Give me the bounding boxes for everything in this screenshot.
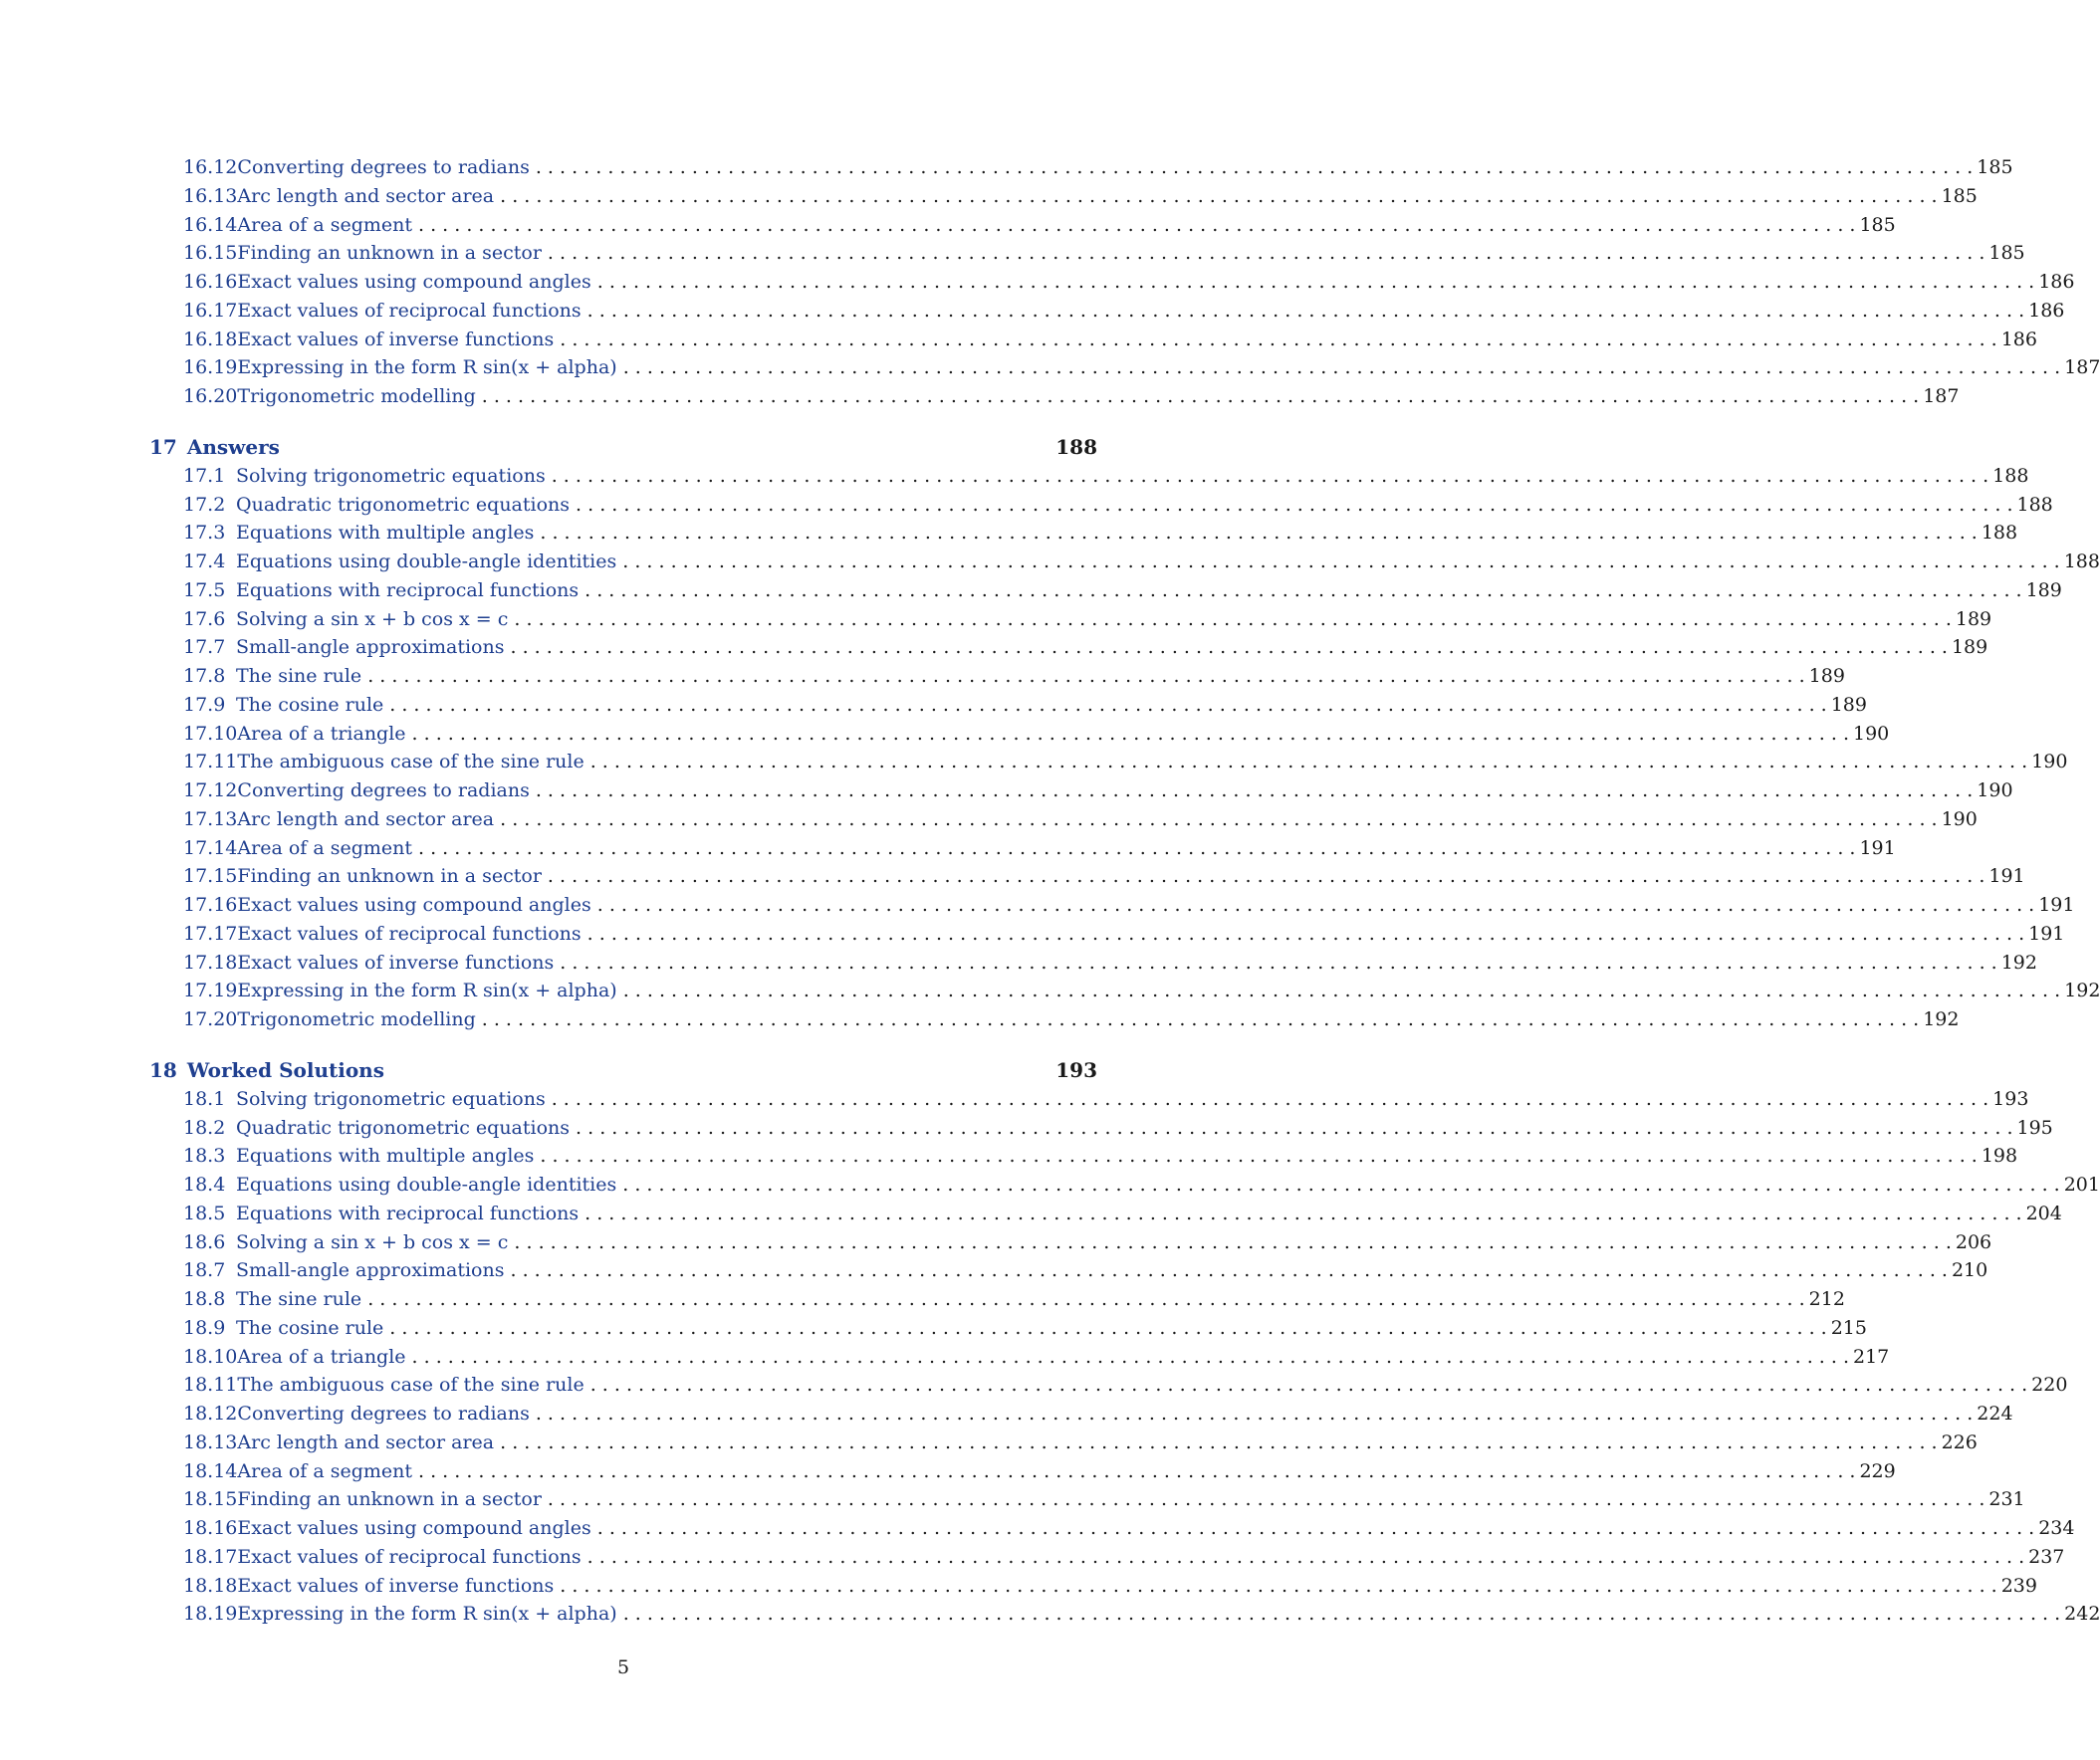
dot-leader: . . . . . . . . . . . . . . . . . . . . . . . . . . . . . . . . . . . . . . . . . . . . . . . . . . . . . . . . . . . . . . . . . . . . . . . . . . . . . . . . . . . . . . . . . . . . . . . . . . . . . . . . . . . . . . . . . . . . . . . .	[547, 1488, 1985, 1511]
entry-number: 16.19	[183, 356, 238, 379]
toc-entry-link[interactable]	[149, 748, 2068, 776]
dot-leader: . . . . . . . . . . . . . . . . . . . . . . . . . . . . . . . . . . . . . . . . . . . . . . . . . . . . . . . . . . . . . . . . . . . . . . . . . . . . . . . . . . . . . . . . . . . . . . . . . . . . . . . . . . . . . . . . . . . . . . . .	[500, 807, 1938, 830]
entry-page-number: 187	[1923, 385, 1960, 407]
entry-title: The cosine rule	[236, 693, 384, 716]
entry-title: Area of a triangle	[237, 722, 406, 745]
entry-title: Exact values of reciprocal functions	[237, 1545, 582, 1568]
dot-leader: . . . . . . . . . . . . . . . . . . . . . . . . . . . . . . . . . . . . . . . . . . . . . . . . . . . . . . . . . . . . . . . . . . . . . . . . . . . . . . . . . . . . . . . . . . . . . . . . . . . . . . . . . . . . . . . . . . . . . . . .	[500, 184, 1938, 207]
entry-title: Expressing in the form R sin(x + alpha)	[237, 1603, 617, 1626]
entry-title: Equations using double-angle identities	[236, 1174, 617, 1196]
entry-title: Exact values of reciprocal functions	[237, 299, 582, 322]
dot-leader: . . . . . . . . . . . . . . . . . . . . . . . . . . . . . . . . . . . . . . . . . . . . . . . . . . . . . . . . . . . . . . . . . . . . . . . . . . . . . . . . . . . . . . . . . . . . . . . . . . . . . . . . . . . . . . . . . . . . . . . .	[418, 213, 1856, 236]
entry-page-number: 191	[2038, 894, 2075, 916]
chapter-number: 17	[149, 434, 177, 459]
entry-number: 17.15	[183, 865, 238, 888]
entry-page-number: 185	[1988, 242, 2025, 265]
entry-page-number: 224	[1977, 1403, 2013, 1425]
toc-entry-link[interactable]	[149, 1429, 1978, 1457]
entry-title: Exact values using compound angles	[237, 1517, 591, 1539]
entry-page-number: 192	[2064, 980, 2100, 1002]
entry-number: 18.19	[183, 1603, 238, 1626]
entry-number: 17.12	[183, 779, 238, 801]
toc-entry-link[interactable]	[149, 662, 1845, 691]
entry-number: 17.4	[183, 550, 226, 572]
dot-leader: . . . . . . . . . . . . . . . . . . . . . . . . . . . . . . . . . . . . . . . . . . . . . . . . . . . . . . . . . . . . . . . . . . . . . . . . . . . . . . . . . . . . . . . . . . . . . . . . . . . . . . . . . . . . . . . . . . . . . . . .	[500, 1430, 1938, 1453]
toc-entry-link[interactable]	[149, 691, 1867, 720]
entry-title: Small-angle approximations	[236, 636, 505, 659]
entry-page-number: 226	[1941, 1430, 1978, 1453]
entry-page-number: 188	[1981, 522, 2018, 545]
entry-number: 18.10	[183, 1345, 238, 1368]
dot-leader: . . . . . . . . . . . . . . . . . . . . . . . . . . . . . . . . . . . . . . . . . . . . . . . . . . . . . . . . . . . . . . . . . . . . . . . . . . . . . . . . . . . . . . . . . . . . . . . . . . . . . . . . . . . . . . . . . . . . . . . .	[576, 493, 2013, 516]
toc-entry-link[interactable]	[149, 548, 2100, 576]
entry-title: Exact values using compound angles	[237, 894, 591, 916]
toc-entry-link[interactable]	[149, 1228, 1992, 1257]
dot-leader: . . . . . . . . . . . . . . . . . . . . . . . . . . . . . . . . . . . . . . . . . . . . . . . . . . . . . . . . . . . . . . . . . . . . . . . . . . . . . . . . . . . . . . . . . . . . . . . . . . . . . . . . . . . . . . . . . . . . . . . .	[367, 1288, 1805, 1310]
entry-page-number: 188	[2016, 493, 2053, 516]
toc-entry-link[interactable]	[149, 326, 2037, 354]
toc-entry-link[interactable]	[149, 211, 1896, 240]
entry-page-number: 185	[1859, 213, 1896, 236]
entry-title: Arc length and sector area	[237, 184, 495, 207]
entry-number: 18.6	[183, 1230, 226, 1253]
toc-entry-link[interactable]	[149, 462, 2029, 491]
chapter-title-text: Worked Solutions	[186, 1057, 384, 1082]
entry-number: 18.4	[183, 1174, 226, 1196]
entry-title: Area of a segment	[237, 213, 412, 236]
toc-entry-link[interactable]	[149, 1256, 1988, 1285]
entry-number: 17.5	[183, 578, 226, 601]
entry-title: Small-angle approximations	[236, 1259, 505, 1282]
dot-leader: . . . . . . . . . . . . . . . . . . . . . . . . . . . . . . . . . . . . . . . . . . . . . . . . . . . . . . . . . . . . . . . . . . . . . . . . . . . . . . . . . . . . . . . . . . . . . . . . . . . . . . . . . . . . . . . . . . . . . . . .	[389, 1316, 1827, 1339]
toc-entry-link[interactable]	[149, 1400, 2013, 1429]
dot-leader: . . . . . . . . . . . . . . . . . . . . . . . . . . . . . . . . . . . . . . . . . . . . . . . . . . . . . . . . . . . . . . . . . . . . . . . . . . . . . . . . . . . . . . . . . . . . . . . . . . . . . . . . . . . . . . . . . . . . . . . .	[622, 1174, 2060, 1196]
dot-leader: . . . . . . . . . . . . . . . . . . . . . . . . . . . . . . . . . . . . . . . . . . . . . . . . . . . . . . . . . . . . . . . . . . . . . . . . . . . . . . . . . . . . . . . . . . . . . . . . . . . . . . . . . . . . . . . . . . . . . . . .	[589, 751, 2028, 773]
entry-page-number: 198	[1981, 1145, 2018, 1168]
dot-leader: . . . . . . . . . . . . . . . . . . . . . . . . . . . . . . . . . . . . . . . . . . . . . . . . . . . . . . . . . . . . . . . . . . . . . . . . . . . . . . . . . . . . . . . . . . . . . . . . . . . . . . . . . . . . . . . . . . . . . . . .	[596, 894, 2035, 916]
entry-page-number: 185	[1941, 184, 1978, 207]
dot-leader: . . . . . . . . . . . . . . . . . . . . . . . . . . . . . . . . . . . . . . . . . . . . . . . . . . . . . . . . . . . . . . . . . . . . . . . . . . . . . . . . . . . . . . . . . . . . . . . . . . . . . . . . . . . . . . . . . . . . . . . .	[535, 779, 1974, 801]
entry-title: The ambiguous case of the sine rule	[237, 1374, 584, 1397]
entry-title: Expressing in the form R sin(x + alpha)	[237, 980, 617, 1002]
entry-title: Equations with reciprocal functions	[236, 578, 580, 601]
entry-number: 17.6	[183, 607, 226, 630]
dot-leader: . . . . . . . . . . . . . . . . . . . . . . . . . . . . . . . . . . . . . . . . . . . . . . . . . . . . . . . . . . . . . . . . . . . . . . . . . . . . . . . . . . . . . . . . . . . . . . . . . . . . . . . . . . . . . . . . . . . . . . . .	[622, 356, 2061, 379]
entry-page-number: 189	[1808, 665, 1845, 687]
chapter-number: 18	[149, 1057, 177, 1082]
entry-title: Exact values of inverse functions	[237, 328, 555, 350]
entry-number: 17.8	[183, 665, 226, 687]
entry-title: Equations with multiple angles	[236, 522, 535, 545]
entry-title: Equations with multiple angles	[236, 1145, 535, 1168]
entry-title: Solving a sin x + b cos x = c	[236, 1230, 509, 1253]
entry-title: Equations using double-angle identities	[236, 550, 617, 572]
dot-leader: . . . . . . . . . . . . . . . . . . . . . . . . . . . . . . . . . . . . . . . . . . . . . . . . . . . . . . . . . . . . . . . . . . . . . . . . . . . . . . . . . . . . . . . . . . . . . . . . . . . . . . . . . . . . . . . . . . . . . . . .	[596, 271, 2035, 293]
entry-title: Equations with reciprocal functions	[236, 1202, 580, 1224]
entry-number: 18.8	[183, 1288, 226, 1310]
entry-number: 17.9	[183, 693, 226, 716]
page-number: 5	[616, 1656, 630, 1678]
entry-title: Arc length and sector area	[237, 1430, 495, 1453]
toc-entry-link[interactable]	[149, 862, 2025, 891]
entry-number: 16.17	[183, 299, 238, 322]
entry-number: 17.13	[183, 807, 238, 830]
entry-number: 17.1	[183, 464, 226, 487]
entry-title: Exact values of inverse functions	[237, 951, 555, 974]
entry-page-number: 195	[2016, 1116, 2053, 1139]
toc-entry-link[interactable]	[149, 605, 1992, 634]
dot-leader: . . . . . . . . . . . . . . . . . . . . . . . . . . . . . . . . . . . . . . . . . . . . . . . . . . . . . . . . . . . . . . . . . . . . . . . . . . . . . . . . . . . . . . . . . . . . . . . . . . . . . . . . . . . . . . . . . . . . . . . .	[589, 1374, 2028, 1397]
toc-entry-link[interactable]	[149, 1142, 2018, 1171]
entry-page-number: 185	[1977, 156, 2013, 178]
chapter-title	[149, 1056, 1055, 1085]
toc-entry-link[interactable]	[149, 297, 2065, 326]
dot-leader: . . . . . . . . . . . . . . . . . . . . . . . . . . . . . . . . . . . . . . . . . . . . . . . . . . . . . . . . . . . . . . . . . . . . . . . . . . . . . . . . . . . . . . . . . . . . . . . . . . . . . . . . . . . . . . . . . . . . . . . .	[560, 328, 1997, 350]
entry-number: 18.5	[183, 1202, 226, 1224]
entry-page-number: 204	[2025, 1202, 2062, 1224]
entry-number: 18.7	[183, 1259, 226, 1282]
entry-title: Area of a segment	[237, 836, 412, 859]
entry-page-number: 191	[1988, 865, 2025, 888]
entry-title: The ambiguous case of the sine rule	[237, 751, 584, 773]
chapter-heading-link[interactable]	[149, 1056, 1097, 1085]
entry-title: Converting degrees to radians	[237, 779, 530, 801]
entry-number: 18.14	[183, 1459, 238, 1482]
dot-leader: . . . . . . . . . . . . . . . . . . . . . . . . . . . . . . . . . . . . . . . . . . . . . . . . . . . . . . . . . . . . . . . . . . . . . . . . . . . . . . . . . . . . . . . . . . . . . . . . . . . . . . . . . . . . . . . . . . . . . . . .	[367, 665, 1805, 687]
entry-number: 16.13	[183, 184, 238, 207]
toc-entry-link[interactable]	[149, 1200, 2062, 1228]
dot-leader: . . . . . . . . . . . . . . . . . . . . . . . . . . . . . . . . . . . . . . . . . . . . . . . . . . . . . . . . . . . . . . . . . . . . . . . . . . . . . . . . . . . . . . . . . . . . . . . . . . . . . . . . . . . . . . . . . . . . . . . .	[586, 922, 2025, 945]
entry-page-number: 193	[1992, 1087, 2029, 1110]
toc-entry-link[interactable]	[149, 491, 2053, 520]
dot-leader: . . . . . . . . . . . . . . . . . . . . . . . . . . . . . . . . . . . . . . . . . . . . . . . . . . . . . . . . . . . . . . . . . . . . . . . . . . . . . . . . . . . . . . . . . . . . . . . . . . . . . . . . . . . . . . . . . . . . . . . .	[622, 550, 2060, 572]
toc-section	[149, 153, 2100, 411]
entry-title: Expressing in the form R sin(x + alpha)	[237, 356, 617, 379]
entry-page-number: 186	[2028, 299, 2065, 322]
entry-page-number: 191	[2028, 922, 2065, 945]
toc-entry-link[interactable]	[149, 1314, 1867, 1343]
entry-page-number: 192	[2000, 951, 2037, 974]
toc-entry-link[interactable]	[149, 1543, 2065, 1572]
entry-title: The sine rule	[236, 1288, 362, 1310]
entry-title: Finding an unknown in a sector	[237, 242, 542, 265]
entry-number: 17.16	[183, 894, 238, 916]
dot-leader: . . . . . . . . . . . . . . . . . . . . . . . . . . . . . . . . . . . . . . . . . . . . . . . . . . . . . . . . . . . . . . . . . . . . . . . . . . . . . . . . . . . . . . . . . . . . . . . . . . . . . . . . . . . . . . . . . . . . . . . .	[418, 836, 1856, 859]
entry-page-number: 189	[1830, 693, 1867, 716]
entry-title: Solving a sin x + b cos x = c	[236, 607, 509, 630]
entry-number: 17.10	[183, 722, 238, 745]
entry-number: 18.18	[183, 1574, 238, 1597]
dot-leader: . . . . . . . . . . . . . . . . . . . . . . . . . . . . . . . . . . . . . . . . . . . . . . . . . . . . . . . . . . . . . . . . . . . . . . . . . . . . . . . . . . . . . . . . . . . . . . . . . . . . . . . . . . . . . . . . . . . . . . . .	[547, 865, 1985, 888]
toc-entry-link[interactable]	[149, 1285, 1845, 1314]
entry-title: Trigonometric modelling	[237, 1008, 476, 1030]
entry-page-number: 190	[1977, 779, 2013, 801]
entry-number: 17.7	[183, 636, 226, 659]
entry-title: The cosine rule	[236, 1316, 384, 1339]
dot-leader: . . . . . . . . . . . . . . . . . . . . . . . . . . . . . . . . . . . . . . . . . . . . . . . . . . . . . . . . . . . . . . . . . . . . . . . . . . . . . . . . . . . . . . . . . . . . . . . . . . . . . . . . . . . . . . . . . . . . . . . .	[540, 1145, 1978, 1168]
entry-page-number: 188	[2063, 550, 2100, 572]
dot-leader: . . . . . . . . . . . . . . . . . . . . . . . . . . . . . . . . . . . . . . . . . . . . . . . . . . . . . . . . . . . . . . . . . . . . . . . . . . . . . . . . . . . . . . . . . . . . . . . . . . . . . . . . . . . . . . . . . . . . . . . .	[510, 1259, 1948, 1282]
entry-page-number: 220	[2031, 1374, 2068, 1397]
entry-title: Converting degrees to radians	[237, 156, 530, 178]
entry-number: 17.3	[183, 522, 226, 545]
entry-number: 17.17	[183, 922, 238, 945]
entry-number: 16.12	[183, 156, 238, 178]
table-of-contents	[149, 153, 2100, 1629]
entry-page-number: 190	[1853, 722, 1890, 745]
entry-title: Arc length and sector area	[237, 807, 495, 830]
toc-entry-link[interactable]	[149, 949, 2037, 978]
dot-leader: . . . . . . . . . . . . . . . . . . . . . . . . . . . . . . . . . . . . . . . . . . . . . . . . . . . . . . . . . . . . . . . . . . . . . . . . . . . . . . . . . . . . . . . . . . . . . . . . . . . . . . . . . . . . . . . . . . . . . . . .	[510, 636, 1948, 659]
dot-leader: . . . . . . . . . . . . . . . . . . . . . . . . . . . . . . . . . . . . . . . . . . . . . . . . . . . . . . . . . . . . . . . . . . . . . . . . . . . . . . . . . . . . . . . . . . . . . . . . . . . . . . . . . . . . . . . . . . . . . . . .	[411, 722, 1849, 745]
entry-number: 18.9	[183, 1316, 226, 1339]
toc-entry-link[interactable]	[149, 1005, 1960, 1034]
entry-page-number: 239	[2000, 1574, 2037, 1597]
entry-number: 17.11	[183, 751, 238, 773]
toc-entry-link[interactable]	[149, 1085, 2029, 1114]
dot-leader: . . . . . . . . . . . . . . . . . . . . . . . . . . . . . . . . . . . . . . . . . . . . . . . . . . . . . . . . . . . . . . . . . . . . . . . . . . . . . . . . . . . . . . . . . . . . . . . . . . . . . . . . . . . . . . . . . . . . . . . .	[560, 951, 1997, 974]
toc-section	[149, 411, 2100, 1034]
entry-title: Exact values of inverse functions	[237, 1574, 555, 1597]
entry-page-number: 187	[2064, 356, 2100, 379]
dot-leader: . . . . . . . . . . . . . . . . . . . . . . . . . . . . . . . . . . . . . . . . . . . . . . . . . . . . . . . . . . . . . . . . . . . . . . . . . . . . . . . . . . . . . . . . . . . . . . . . . . . . . . . . . . . . . . . . . . . . . . . .	[481, 1008, 1920, 1030]
entry-title: Exact values using compound angles	[237, 271, 591, 293]
dot-leader: . . . . . . . . . . . . . . . . . . . . . . . . . . . . . . . . . . . . . . . . . . . . . . . . . . . . . . . . . . . . . . . . . . . . . . . . . . . . . . . . . . . . . . . . . . . . . . . . . . . . . . . . . . . . . . . . . . . . . . . .	[514, 1230, 1952, 1253]
section-gap	[149, 411, 1097, 433]
entry-number: 17.14	[183, 836, 238, 859]
entry-page-number: 188	[1992, 464, 2029, 487]
toc-entry-link[interactable]	[149, 891, 2075, 920]
toc-entry-link[interactable]	[149, 920, 2065, 949]
entry-title: The sine rule	[236, 665, 362, 687]
entry-page-number: 229	[1859, 1459, 1896, 1482]
dot-leader: . . . . . . . . . . . . . . . . . . . . . . . . . . . . . . . . . . . . . . . . . . . . . . . . . . . . . . . . . . . . . . . . . . . . . . . . . . . . . . . . . . . . . . . . . . . . . . . . . . . . . . . . . . . . . . . . . . . . . . . .	[514, 607, 1952, 630]
toc-entry-link[interactable]	[149, 720, 1890, 749]
entry-title: Area of a triangle	[237, 1345, 406, 1368]
entry-number: 16.16	[183, 271, 238, 293]
entry-number: 17.2	[183, 493, 226, 516]
entry-page-number: 210	[1951, 1259, 1988, 1282]
toc-entry-link[interactable]	[149, 1514, 2075, 1543]
dot-leader: . . . . . . . . . . . . . . . . . . . . . . . . . . . . . . . . . . . . . . . . . . . . . . . . . . . . . . . . . . . . . . . . . . . . . . . . . . . . . . . . . . . . . . . . . . . . . . . . . . . . . . . . . . . . . . . . . . . . . . . .	[418, 1459, 1856, 1482]
entry-page-number: 191	[1859, 836, 1896, 859]
toc-entry-link[interactable]	[149, 239, 2025, 268]
toc-entry-link[interactable]	[149, 977, 2100, 1005]
chapter-page-number: 193	[1055, 1057, 1097, 1082]
dot-leader: . . . . . . . . . . . . . . . . . . . . . . . . . . . . . . . . . . . . . . . . . . . . . . . . . . . . . . . . . . . . . . . . . . . . . . . . . . . . . . . . . . . . . . . . . . . . . . . . . . . . . . . . . . . . . . . . . . . . . . . .	[584, 578, 2022, 601]
entry-title: Finding an unknown in a sector	[237, 1488, 542, 1511]
entry-page-number: 231	[1988, 1488, 2025, 1511]
entry-page-number: 189	[1955, 607, 1992, 630]
toc-entry-link[interactable]	[149, 268, 2075, 297]
toc-entry-link[interactable]	[149, 1485, 2025, 1514]
entry-page-number: 215	[1830, 1316, 1867, 1339]
toc-section	[149, 1034, 2100, 1629]
entry-page-number: 242	[2064, 1603, 2100, 1626]
entry-page-number: 186	[2000, 328, 2037, 350]
chapter-title	[149, 433, 1055, 462]
dot-leader: . . . . . . . . . . . . . . . . . . . . . . . . . . . . . . . . . . . . . . . . . . . . . . . . . . . . . . . . . . . . . . . . . . . . . . . . . . . . . . . . . . . . . . . . . . . . . . . . . . . . . . . . . . . . . . . . . . . . . . . .	[535, 1403, 1974, 1425]
entry-number: 17.18	[183, 951, 238, 974]
chapter-heading-link[interactable]	[149, 433, 1097, 462]
toc-entry-link[interactable]	[149, 576, 2062, 605]
entry-number: 18.11	[183, 1374, 238, 1397]
entry-number: 18.16	[183, 1517, 238, 1539]
dot-leader: . . . . . . . . . . . . . . . . . . . . . . . . . . . . . . . . . . . . . . . . . . . . . . . . . . . . . . . . . . . . . . . . . . . . . . . . . . . . . . . . . . . . . . . . . . . . . . . . . . . . . . . . . . . . . . . . . . . . . . . .	[560, 1574, 1997, 1597]
entry-title: Exact values of reciprocal functions	[237, 922, 582, 945]
toc-entry-link[interactable]	[149, 382, 1960, 411]
toc-entry-link[interactable]	[149, 1457, 1896, 1486]
toc-entry-link[interactable]	[149, 519, 2018, 548]
dot-leader: . . . . . . . . . . . . . . . . . . . . . . . . . . . . . . . . . . . . . . . . . . . . . . . . . . . . . . . . . . . . . . . . . . . . . . . . . . . . . . . . . . . . . . . . . . . . . . . . . . . . . . . . . . . . . . . . . . . . . . . .	[481, 385, 1920, 407]
entry-number: 18.3	[183, 1145, 226, 1168]
entry-page-number: 206	[1955, 1230, 1992, 1253]
toc-entry-link[interactable]	[149, 776, 2013, 805]
dot-leader: . . . . . . . . . . . . . . . . . . . . . . . . . . . . . . . . . . . . . . . . . . . . . . . . . . . . . . . . . . . . . . . . . . . . . . . . . . . . . . . . . . . . . . . . . . . . . . . . . . . . . . . . . . . . . . . . . . . . . . . .	[584, 1202, 2022, 1224]
dot-leader: . . . . . . . . . . . . . . . . . . . . . . . . . . . . . . . . . . . . . . . . . . . . . . . . . . . . . . . . . . . . . . . . . . . . . . . . . . . . . . . . . . . . . . . . . . . . . . . . . . . . . . . . . . . . . . . . . . . . . . . .	[411, 1345, 1849, 1368]
entry-number: 17.19	[183, 980, 238, 1002]
entry-number: 16.20	[183, 385, 238, 407]
entry-number: 18.13	[183, 1430, 238, 1453]
entry-page-number: 212	[1808, 1288, 1845, 1310]
dot-leader: . . . . . . . . . . . . . . . . . . . . . . . . . . . . . . . . . . . . . . . . . . . . . . . . . . . . . . . . . . . . . . . . . . . . . . . . . . . . . . . . . . . . . . . . . . . . . . . . . . . . . . . . . . . . . . . . . . . . . . . .	[540, 522, 1978, 545]
entry-number: 18.15	[183, 1488, 238, 1511]
toc-entry-link[interactable]	[149, 834, 1896, 863]
entry-page-number: 192	[1923, 1008, 1960, 1030]
dot-leader: . . . . . . . . . . . . . . . . . . . . . . . . . . . . . . . . . . . . . . . . . . . . . . . . . . . . . . . . . . . . . . . . . . . . . . . . . . . . . . . . . . . . . . . . . . . . . . . . . . . . . . . . . . . . . . . . . . . . . . . .	[535, 156, 1974, 178]
toc-entry-link[interactable]	[149, 153, 2013, 182]
dot-leader: . . . . . . . . . . . . . . . . . . . . . . . . . . . . . . . . . . . . . . . . . . . . . . . . . . . . . . . . . . . . . . . . . . . . . . . . . . . . . . . . . . . . . . . . . . . . . . . . . . . . . . . . . . . . . . . . . . . . . . . .	[622, 980, 2061, 1002]
entry-number: 16.15	[183, 242, 238, 265]
entry-number: 17.20	[183, 1008, 238, 1030]
dot-leader: . . . . . . . . . . . . . . . . . . . . . . . . . . . . . . . . . . . . . . . . . . . . . . . . . . . . . . . . . . . . . . . . . . . . . . . . . . . . . . . . . . . . . . . . . . . . . . . . . . . . . . . . . . . . . . . . . . . . . . . .	[551, 1087, 1989, 1110]
toc-entry-link[interactable]	[149, 1371, 2068, 1400]
entry-number: 16.14	[183, 213, 238, 236]
entry-number: 18.1	[183, 1087, 226, 1110]
entry-number: 16.18	[183, 328, 238, 350]
entry-page-number: 186	[2038, 271, 2075, 293]
entry-title: Trigonometric modelling	[237, 385, 476, 407]
toc-entry-link[interactable]	[149, 1600, 2100, 1629]
toc-entry-link[interactable]	[149, 805, 1978, 834]
entry-title: Quadratic trigonometric equations	[236, 1116, 571, 1139]
dot-leader: . . . . . . . . . . . . . . . . . . . . . . . . . . . . . . . . . . . . . . . . . . . . . . . . . . . . . . . . . . . . . . . . . . . . . . . . . . . . . . . . . . . . . . . . . . . . . . . . . . . . . . . . . . . . . . . . . . . . . . . .	[586, 299, 2025, 322]
toc-entry-link[interactable]	[149, 633, 1988, 662]
toc-entry-link[interactable]	[149, 1114, 2053, 1143]
entry-page-number: 201	[2063, 1174, 2100, 1196]
dot-leader: . . . . . . . . . . . . . . . . . . . . . . . . . . . . . . . . . . . . . . . . . . . . . . . . . . . . . . . . . . . . . . . . . . . . . . . . . . . . . . . . . . . . . . . . . . . . . . . . . . . . . . . . . . . . . . . . . . . . . . . .	[389, 693, 1827, 716]
chapter-title-text: Answers	[186, 434, 280, 459]
chapter-page-number: 188	[1055, 434, 1097, 459]
entry-page-number: 189	[2025, 578, 2062, 601]
entry-page-number: 190	[2031, 751, 2068, 773]
toc-entry-link[interactable]	[149, 1572, 2037, 1601]
toc-entry-link[interactable]	[149, 1171, 2100, 1200]
entry-page-number: 237	[2028, 1545, 2065, 1568]
entry-title: Quadratic trigonometric equations	[236, 493, 571, 516]
dot-leader: . . . . . . . . . . . . . . . . . . . . . . . . . . . . . . . . . . . . . . . . . . . . . . . . . . . . . . . . . . . . . . . . . . . . . . . . . . . . . . . . . . . . . . . . . . . . . . . . . . . . . . . . . . . . . . . . . . . . . . . .	[596, 1517, 2035, 1539]
entry-title: Converting degrees to radians	[237, 1403, 530, 1425]
entry-page-number: 217	[1853, 1345, 1890, 1368]
entry-number: 18.12	[183, 1403, 238, 1425]
section-gap	[149, 1034, 1097, 1056]
dot-leader: . . . . . . . . . . . . . . . . . . . . . . . . . . . . . . . . . . . . . . . . . . . . . . . . . . . . . . . . . . . . . . . . . . . . . . . . . . . . . . . . . . . . . . . . . . . . . . . . . . . . . . . . . . . . . . . . . . . . . . . .	[547, 242, 1985, 265]
entry-title: Finding an unknown in a sector	[237, 865, 542, 888]
entry-title: Solving trigonometric equations	[236, 464, 546, 487]
dot-leader: . . . . . . . . . . . . . . . . . . . . . . . . . . . . . . . . . . . . . . . . . . . . . . . . . . . . . . . . . . . . . . . . . . . . . . . . . . . . . . . . . . . . . . . . . . . . . . . . . . . . . . . . . . . . . . . . . . . . . . . .	[586, 1545, 2025, 1568]
entry-page-number: 189	[1951, 636, 1988, 659]
toc-entry-link[interactable]	[149, 353, 2100, 382]
entry-number: 18.2	[183, 1116, 226, 1139]
dot-leader: . . . . . . . . . . . . . . . . . . . . . . . . . . . . . . . . . . . . . . . . . . . . . . . . . . . . . . . . . . . . . . . . . . . . . . . . . . . . . . . . . . . . . . . . . . . . . . . . . . . . . . . . . . . . . . . . . . . . . . . .	[551, 464, 1989, 487]
entry-title: Solving trigonometric equations	[236, 1087, 546, 1110]
dot-leader: . . . . . . . . . . . . . . . . . . . . . . . . . . . . . . . . . . . . . . . . . . . . . . . . . . . . . . . . . . . . . . . . . . . . . . . . . . . . . . . . . . . . . . . . . . . . . . . . . . . . . . . . . . . . . . . . . . . . . . . .	[576, 1116, 2013, 1139]
toc-entry-link[interactable]	[149, 182, 1978, 211]
entry-title: Area of a segment	[237, 1459, 412, 1482]
entry-page-number: 190	[1941, 807, 1978, 830]
entry-number: 18.17	[183, 1545, 238, 1568]
entry-page-number: 234	[2038, 1517, 2075, 1539]
toc-entry-link[interactable]	[149, 1343, 1890, 1372]
dot-leader: . . . . . . . . . . . . . . . . . . . . . . . . . . . . . . . . . . . . . . . . . . . . . . . . . . . . . . . . . . . . . . . . . . . . . . . . . . . . . . . . . . . . . . . . . . . . . . . . . . . . . . . . . . . . . . . . . . . . . . . .	[622, 1603, 2061, 1626]
